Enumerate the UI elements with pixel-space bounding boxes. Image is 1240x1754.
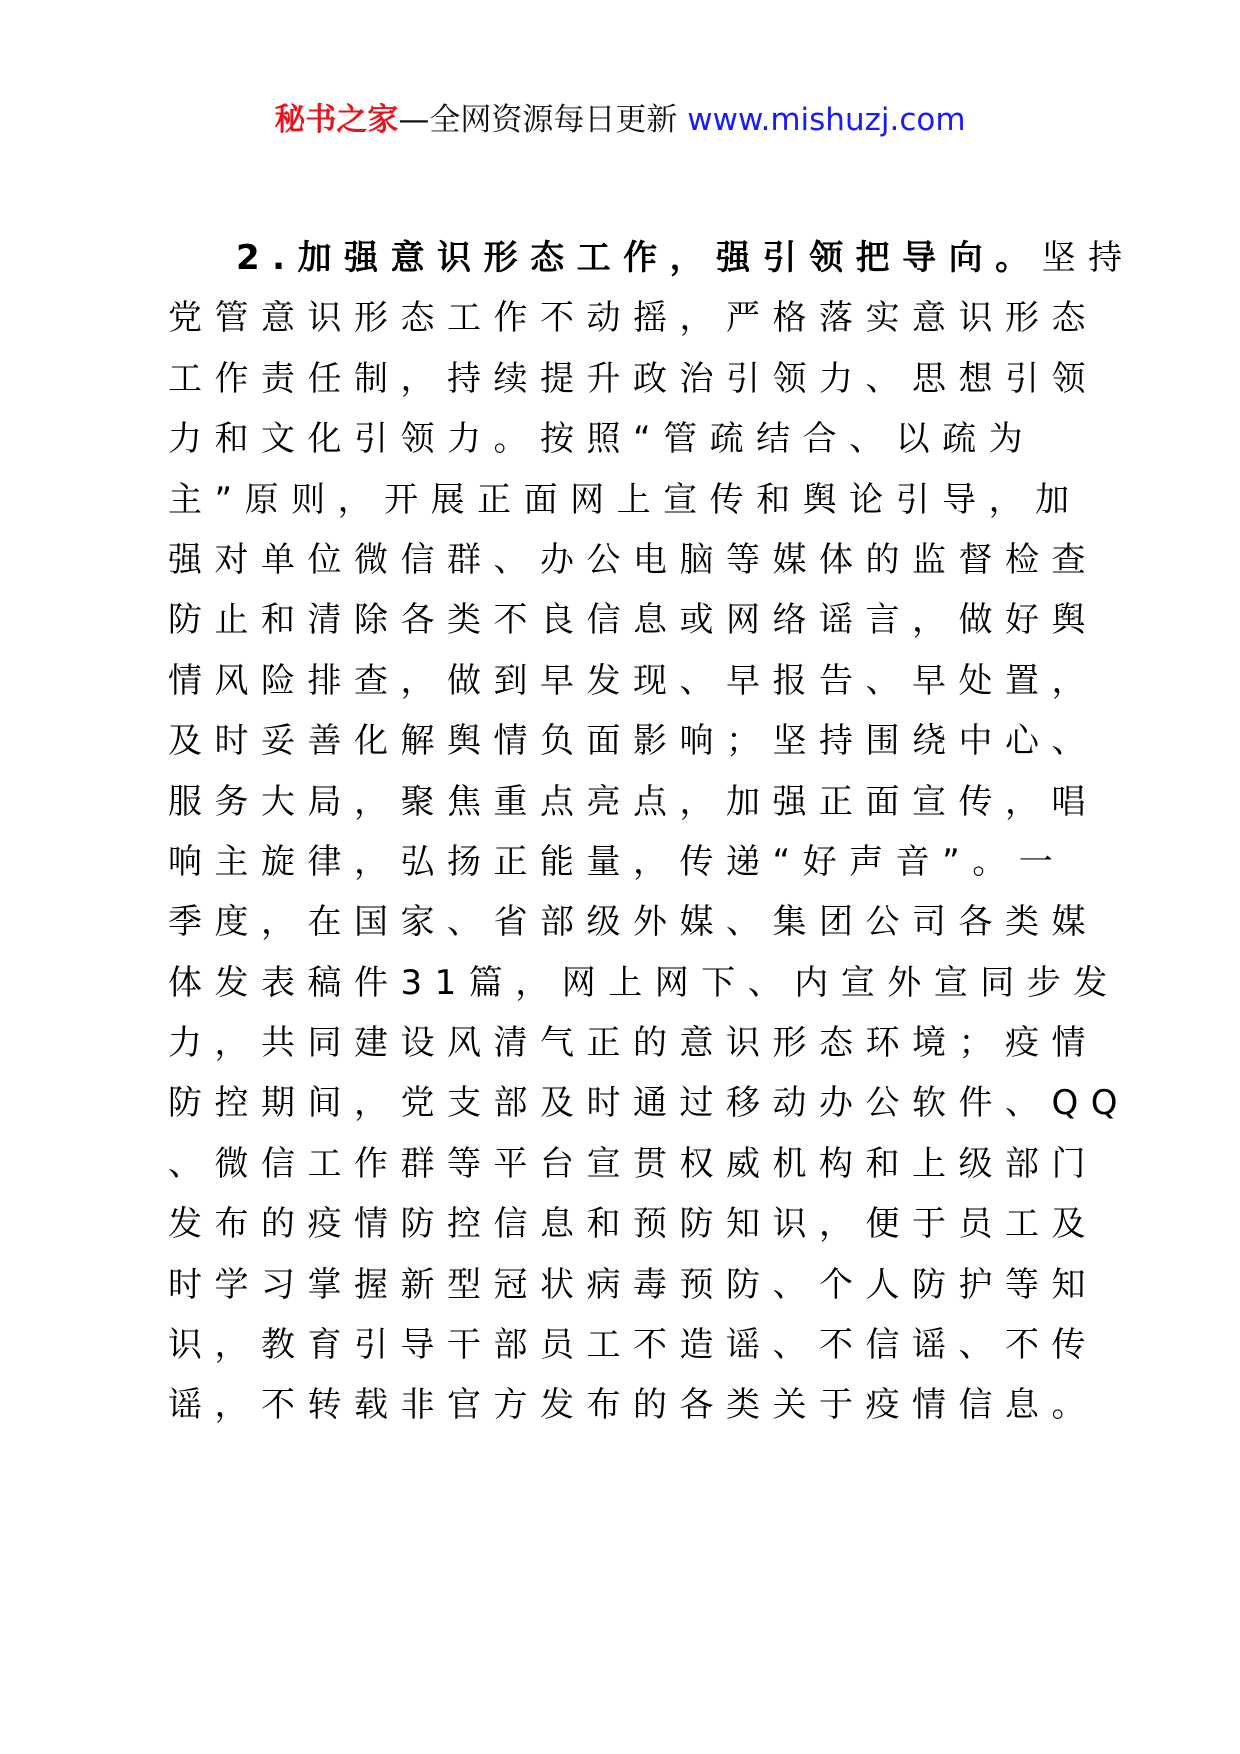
site-tagline: —全网资源每日更新 [398,102,678,138]
site-url-link[interactable]: www.mishuzj.com [677,102,966,138]
paragraph-line: 防控期间，党支部及时通过移动办公软件、QQ [168,1083,1131,1124]
paragraph-line: 时学习掌握新型冠状病毒预防、个人防护等知 [168,1264,1098,1305]
paragraph-line: 响主旋律，弘扬正能量，传递“好声音”。一 [168,841,1066,882]
paragraph-line: 服务大局，聚焦重点亮点，加强正面宣传，唱 [168,781,1098,822]
site-header [0,100,1240,140]
section-heading: 2.加强意识形态工作，强引领把导向。 [236,238,1042,278]
paragraph-line: 工作责任制，持续提升政治引领力、思想引领 [168,358,1098,399]
paragraph-line [168,228,1135,288]
article-body [168,228,1135,1436]
paragraph-line: 发布的疫情防控信息和预防知识，便于员工及 [168,1204,1098,1245]
paragraph-line: 党管意识形态工作不动摇，严格落实意识形态 [168,298,1098,339]
paragraph-line: 力，共同建设风清气正的意识形态环境；疫情 [168,1023,1098,1064]
paragraph-line: 、微信工作群等平台宣贯权威机构和上级部门 [168,1143,1098,1184]
paragraph-line: 谣，不转载非官方发布的各类关于疫情信息。 [168,1385,1098,1426]
paragraph-line: 强对单位微信群、办公电脑等媒体的监督检查 [168,539,1098,580]
paragraph-line: 主”原则，开展正面网上宣传和舆论引导，加 [168,479,1082,520]
paragraph-line: 季度，在国家、省部级外媒、集团公司各类媒 [168,902,1098,943]
paragraph-line: 及时妥善化解舆情负面影响；坚持围绕中心、 [168,721,1098,762]
site-brand: 秘书之家 [274,102,399,138]
paragraph-line: 体发表稿件31篇，网上网下、内宣外宣同步发 [168,962,1120,1003]
paragraph-line: 情风险排查，做到早发现、早报告、早处置， [168,660,1098,701]
paragraph-text: 坚持 [1041,238,1135,278]
paragraph-line: 识，教育引导干部员工不造谣、不信谣、不传 [168,1325,1098,1366]
paragraph-line: 防止和清除各类不良信息或网络谣言，做好舆 [168,600,1098,641]
paragraph-line: 力和文化引领力。按照“管疏结合、以疏为 [168,419,1036,460]
